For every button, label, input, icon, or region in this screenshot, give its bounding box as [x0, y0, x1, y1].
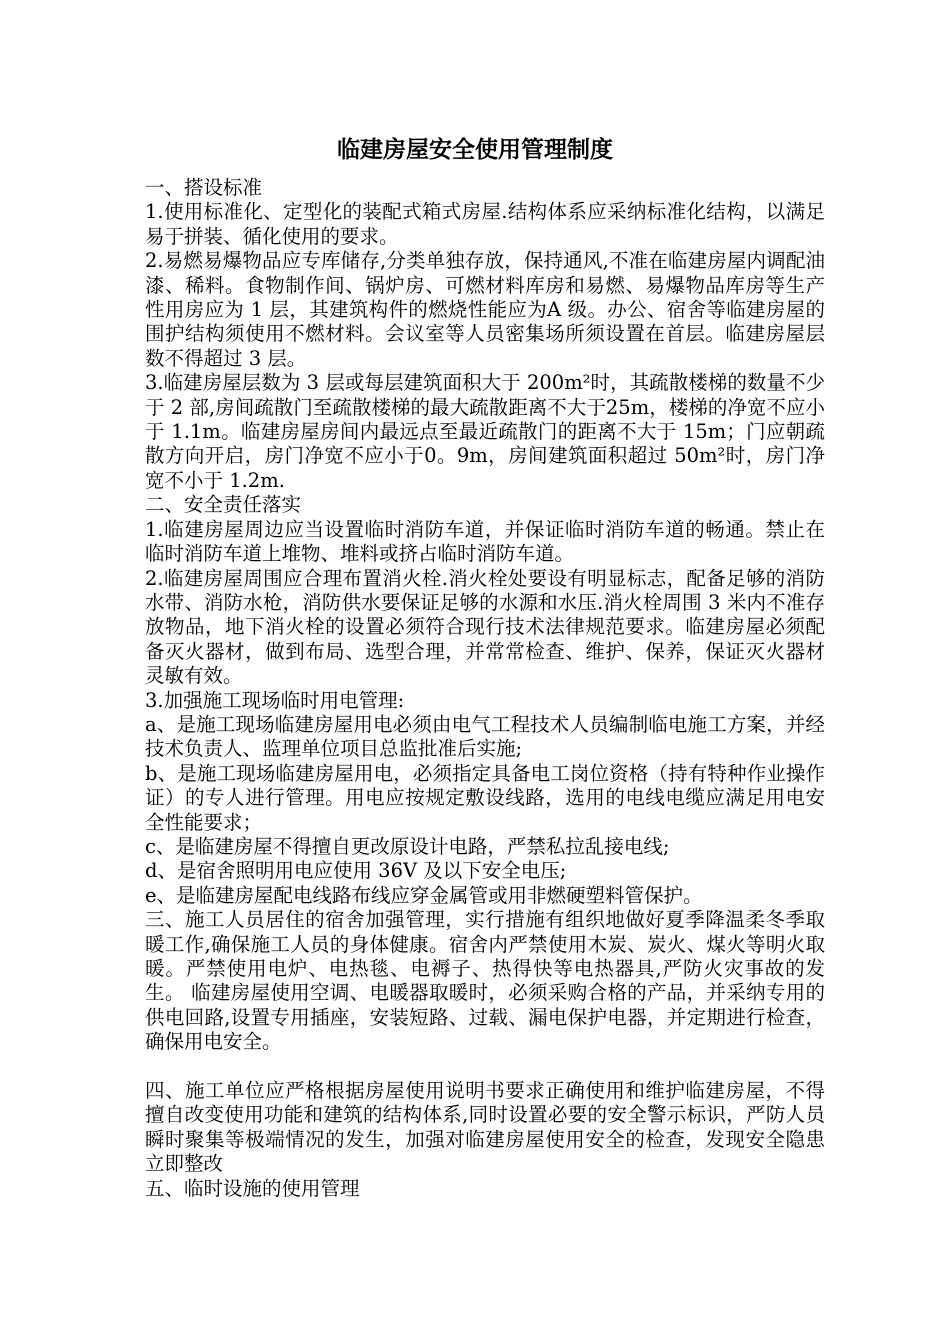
list-item: d、是宿舍照明用电应使用 36V 及以下安全电压; — [145, 859, 567, 883]
paragraph: 1.使用标准化、定型化的装配式箱式房屋.结构体系应采纳标准化结构，以满足易于拼装、循化使用的要求。 — [145, 200, 825, 248]
section-heading-5: 五、临时设施的使用管理 — [145, 1176, 360, 1200]
paragraph: 1.临建房屋周边应当设置临时消防车道，并保证临时消防车道的畅通。禁止在临时消防车道上堆物、堆料或挤占临时消防车道。 — [145, 517, 825, 566]
paragraph: 3.加强施工现场临时用电管理: — [145, 688, 405, 712]
section-paragraph-4: 四、施工单位应严格根据房屋使用说明书要求正确使用和维护临建房屋，不得擅自改变使用功能和建筑的结构体系,同时设置必要的安全警示标识，严防人员瞬时聚集等极端情况的发生，加强对临建房屋使用安全的检查，发现安全隐患立即整改 — [145, 1079, 825, 1176]
list-item: b、是施工现场临建房屋用电，必须指定具备电工岗位资格（持有特种作业操作证）的专人进行管理。用电应按规定敷设线路，选用的电线电缆应满足用电安全性能要求； — [145, 761, 825, 834]
section-paragraph-3: 三、施工人员居住的宿舍加强管理，实行措施有组织地做好夏季降温柔冬季取暖工作,确保施工人员的身体健康。宿舍内严禁使用木炭、炭火、煤火等明火取暖。严禁使用电炉、电热毯、电褥子、热得快等电热器具,严防火灾事故的发生。 临建房屋使用空调、电暖器取暖时，必须采购合格的产品，并采纳专用的供电回路,设置专用插座，安装短路、过载、漏电保护电器，并定期进行检查，确保用电安全。 — [145, 908, 825, 1054]
section-heading-2: 二、安全责任落实 — [145, 493, 302, 517]
list-item: a、是施工现场临建房屋用电必须由电气工程技术人员编制临电施工方案，并经技术负责人、监理单位项目总监批准后实施; — [145, 712, 825, 761]
list-item: c、是临建房屋不得擅自更改原设计电路，严禁私拉乱接电线; — [145, 834, 670, 858]
document-body — [145, 176, 825, 1201]
blank-line — [145, 1055, 825, 1079]
paragraph: 3.临建房屋层数为 3 层或每层建筑面积大于 200m²时，其疏散楼梯的数量不少于 2 部,房间疏散门至疏散楼梯的最大疏散距离不大于25m，楼梯的净宽不应小于 1.1m。临建房屋房间内最远点至最近疏散门的距离不大于 15m；门应朝疏散方向开启，房门净宽不应小于0。9m，房间建筑面积超过 50m²时，房门净宽不小于 1.2m. — [145, 371, 825, 492]
list-item: e、是临建房屋配电线路布线应穿金属管或用非燃硬塑料管保护。 — [145, 883, 703, 907]
paragraph: 2.易燃易爆物品应专库储存,分类单独存放，保持通风,不准在临建房屋内调配油漆、稀料。食物制作间、锅炉房、可燃材料库房和易燃、易爆物品库房等生产性用房应为 1 层，其建筑构件的燃烧性能应为A 级。办公、宿舍等临建房屋的围护结构须使用不燃材料。会议室等人员密集场所须设置在首层。临建房屋层数不得超过 3 层。 — [145, 249, 825, 370]
paragraph: 2.临建房屋周围应合理布置消火栓.消火栓处要设有明显标志，配备足够的消防水带、消防水枪，消防供水要保证足够的水源和水压.消火栓周围 3 米内不准存放物品，地下消火栓的设置必须符合现行技术法律规范要求。临建房屋必须配备灭火器材，做到布局、选型合理，并常常检查、维护、保养，保证灭火器材灵敏有效。 — [145, 566, 825, 688]
section-heading-1: 一、搭设标准 — [145, 176, 263, 199]
document-title: 临建房屋安全使用管理制度 — [337, 137, 613, 163]
